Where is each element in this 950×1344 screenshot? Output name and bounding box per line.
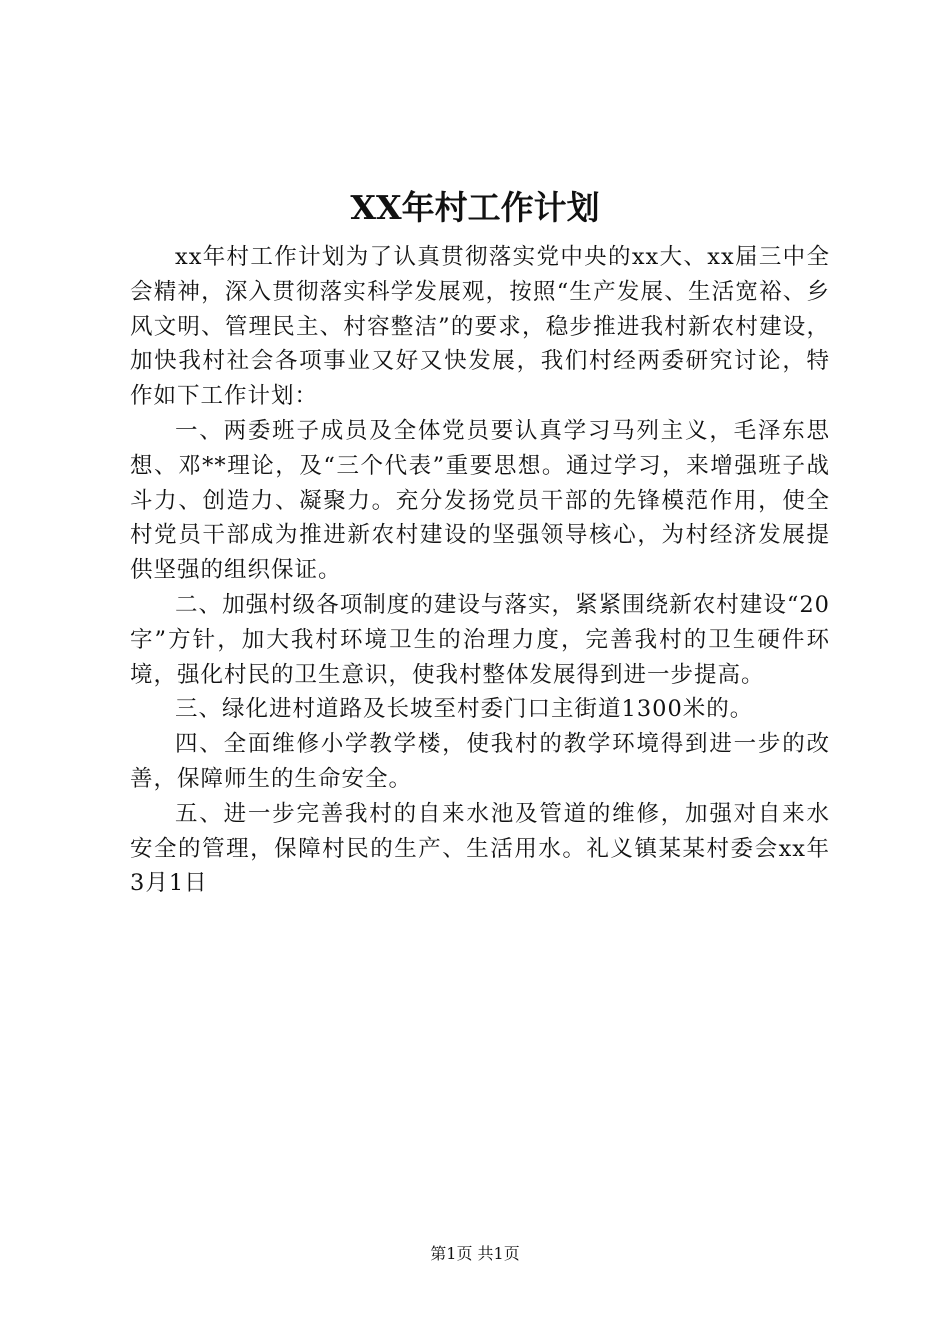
plan-item-1: 一、两委班子成员及全体党员要认真学习马列主义，毛泽东思想、邓**理论，及“三个代表”重要思想。通过学习，来增强班子战斗力、创造力、凝聚力。充分发扬党员干部的先锋模范作用，使全村党员干部成为推进新农村建设的坚强领导核心，为村经济发展提供坚强的组织保证。 bbox=[130, 417, 830, 584]
plan-item-4: 四、全面维修小学教学楼，使我村的教学环境得到进一步的改善，保障师生的生命安全。 bbox=[130, 731, 830, 792]
plan-item-3: 三、绿化进村道路及长坡至村委门口主街道1300米的。 bbox=[175, 696, 754, 723]
intro-paragraph: xx年村工作计划为了认真贯彻落实党中央的xx大、xx届三中全会精神，深入贯彻落实科学发展观，按照“生产发展、生活宽裕、乡风文明、管理民主、村容整洁”的要求，稳步推进我村新农村建设，加快我村社会各项事业又好又快发展，我们村经两委研究讨论，特作如下工作计划： bbox=[130, 244, 830, 410]
document-body bbox=[130, 240, 830, 901]
plan-item-5: 五、进一步完善我村的自来水池及管道的维修，加强对自来水安全的管理，保障村民的生产、生活用水。礼义镇某某村委会xx年3月1日 bbox=[130, 800, 830, 897]
plan-item-2: 二、加强村级各项制度的建设与落实，紧紧围绕新农村建设“20字”方针，加大我村环境卫生的治理力度，完善我村的卫生硬件环境，强化村民的卫生意识，使我村整体发展得到进一步提高。 bbox=[130, 591, 830, 688]
page-footer: 第1页 共1页 bbox=[430, 1244, 520, 1263]
document-title: XX年村工作计划 bbox=[350, 188, 600, 227]
